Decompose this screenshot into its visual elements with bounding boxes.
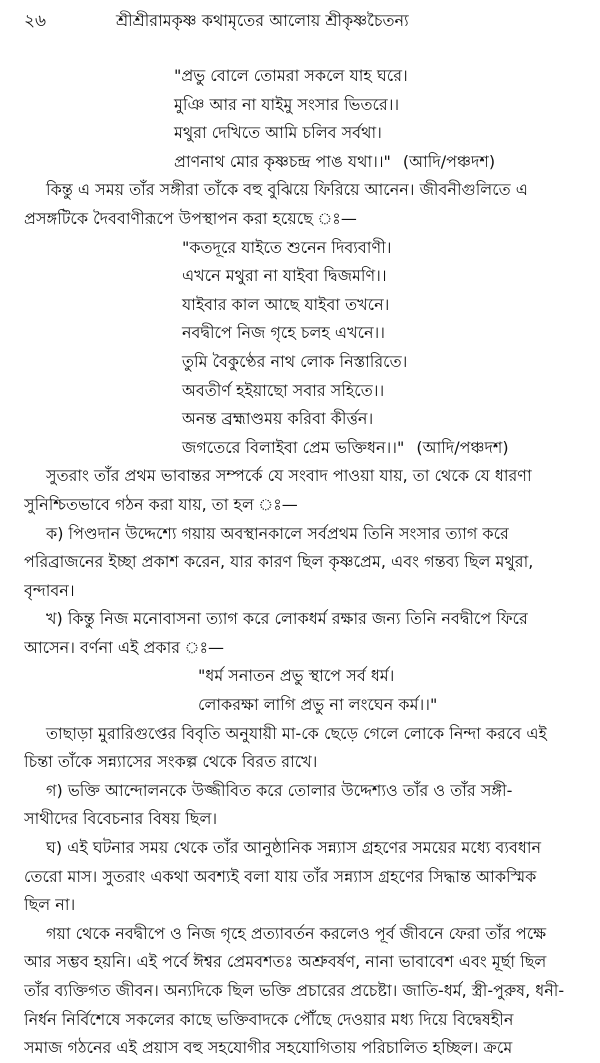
paragraph-line: কিন্তু এ সময় তাঁর সঙ্গীরা তাঁকে বহু বুঝিয়ে ফিরিয়ে আনেন। জীবনীগুলিতে এ — [46, 180, 528, 200]
page-number: ২৬ — [24, 11, 47, 31]
paragraph-line: তাঁর ব্যক্তিগত জীবন। অন্যদিকে ছিল ভক্তি প্রচারের প্রচেষ্টা। জাতি-ধর্ম, স্ত্রী-পুরুষ, ধনী- — [24, 981, 565, 1000]
verse-line: অনন্ত ব্রহ্মাণ্ডময় করিবা কীর্ত্তন। — [182, 409, 374, 429]
verse-line — [24, 148, 586, 177]
verse-line: "ধর্ম সনাতন প্রভু স্থাপে সর্ব ধর্ম। — [198, 666, 395, 686]
list-item-line: আসেন। বর্ণনা এই প্রকার ঃ— — [24, 637, 224, 657]
verse-line: মুঞি আর না যাইমু সংসার ভিতরে।। — [174, 94, 400, 114]
verse-line: অবতীর্ণ হইয়াছো সবার সহিতে।। — [182, 380, 385, 400]
list-item-line: বৃন্দাবন। — [24, 580, 75, 600]
list-item-line: পরিব্রাজনের ইচ্ছা প্রকাশ করেন, যার কারণ ছিল কৃষ্ণপ্রেম, এবং গন্তব্য ছিল মথুরা, — [24, 552, 534, 572]
verse-citation: (আদি/পঞ্চদশ) — [416, 437, 509, 457]
paragraph-line: সুতরাং তাঁর প্রথম ভাবান্তর সম্পর্কে যে সংবাদ পাওয়া যায়, তা থেকে যে ধারণা — [46, 466, 532, 486]
running-title: শ্রীশ্রীরামকৃষ্ণ কথামৃতের আলোয় শ্রীকৃষ্ণচৈতন্য — [116, 11, 409, 30]
verse-line: যাইবার কাল আছে যাইবা তখনে। — [182, 294, 390, 314]
list-item-line: গ) ভক্তি আন্দোলনকে উজ্জীবিত করে তোলার উদ্দেশ্যও তাঁর ও তাঁর সঙ্গী- — [46, 780, 513, 800]
verse-text: জগতেরে বিলাইবা প্রেম ভক্তিধন।।" — [182, 437, 405, 457]
verse-line: নবদ্বীপে নিজ গৃহে চলহ এখনে।। — [182, 323, 386, 343]
verse-line: মথুরা দেখিতে আমি চলিব সর্বথা। — [174, 123, 382, 143]
paragraph-line: নির্ধন নির্বিশেষে সকলের কাছে ভক্তিবাদকে পৌঁছে দেওয়ার মধ্য দিয়ে বিদ্বেষহীন — [24, 1009, 514, 1029]
paragraph-line: সুনিশ্চিতভাবে গঠন করা যায়, তা হল ঃ— — [24, 494, 298, 514]
verse-line: "কতদূরে যাইতে শুনেন দিব্যবাণী। — [182, 237, 392, 257]
list-item-line: খ) কিন্তু নিজ মনোবাসনা ত্যাগ করে লোকধর্ম রক্ষার জন্য তিনি নবদ্বীপে ফিরে — [46, 609, 528, 629]
list-item-line: সাথীদের বিবেচনার বিষয় ছিল। — [24, 809, 218, 829]
verse-text: প্রাণনাথ মোর কৃষ্ণচন্দ্র পাঙ যথা।।" — [174, 151, 391, 171]
paragraph-line: গয়া থেকে নবদ্বীপে ও নিজ গৃহে প্রত্যাবর্তন করলেও পূর্ব জীবনে ফেরা তাঁর পক্ষে — [46, 923, 547, 943]
running-header — [24, 8, 576, 36]
page-body — [24, 62, 586, 1063]
verse-line — [24, 434, 586, 463]
paragraph-line: আর সম্ভব হয়নি। এই পর্বে ঈশ্বর প্রেমবশতঃ অশ্রুবর্ষণ, নানা ভাবাবেশ এবং মূর্ছা ছিল — [24, 952, 547, 972]
paragraph-line: তাছাড়া মুরারিগুপ্তের বিবৃতি অনুযায়ী মা-কে ছেড়ে গেলে লোকে নিন্দা করবে এই — [46, 723, 547, 743]
paragraph-line: প্রসঙ্গটিকে দৈববাণীরূপে উপস্থাপন করা হয়েছে ঃ— — [24, 208, 357, 228]
verse-line: লোকরক্ষা লাগি প্রভু না লংঘেন কর্ম।।" — [198, 695, 438, 715]
verse-line: "প্রভু বোলে তোমরা সকলে যাহ ঘরে। — [174, 66, 408, 85]
list-item-line: ঘ) এই ঘটনার সময় থেকে তাঁর আনুষ্ঠানিক সন্ন্যাস গ্রহণের সময়ের মধ্যে ব্যবধান — [46, 838, 542, 858]
paragraph-line: সমাজ গঠনের এই প্রয়াস বহু সহযোগীর সহযোগিতায় পরিচালিত হচ্ছিল। ক্রমে — [24, 1038, 513, 1058]
paragraph-line: চিন্তা তাঁকে সন্ন্যাসের সংকল্প থেকে বিরত রাখে। — [24, 752, 318, 772]
list-item-line: ক) পিণ্ডদান উদ্দেশ্যে গয়ায় অবস্থানকালে সর্বপ্রথম তিনি সংসার ত্যাগ করে — [46, 523, 509, 543]
verse-line: তুমি বৈকুণ্ঠের নাথ লোক নিস্তারিতে। — [182, 351, 408, 371]
list-item-line: তেরো মাস। সুতরাং একথা অবশ্যই বলা যায় তাঁর সন্ন্যাস গ্রহণের সিদ্ধান্ত আকস্মিক — [24, 866, 537, 886]
verse-citation: (আদি/পঞ্চদশ) — [402, 151, 496, 171]
verse-line: এখনে মথুরা না যাইবা দ্বিজমণি।। — [182, 266, 387, 286]
list-item-line: ছিল না। — [24, 895, 76, 915]
